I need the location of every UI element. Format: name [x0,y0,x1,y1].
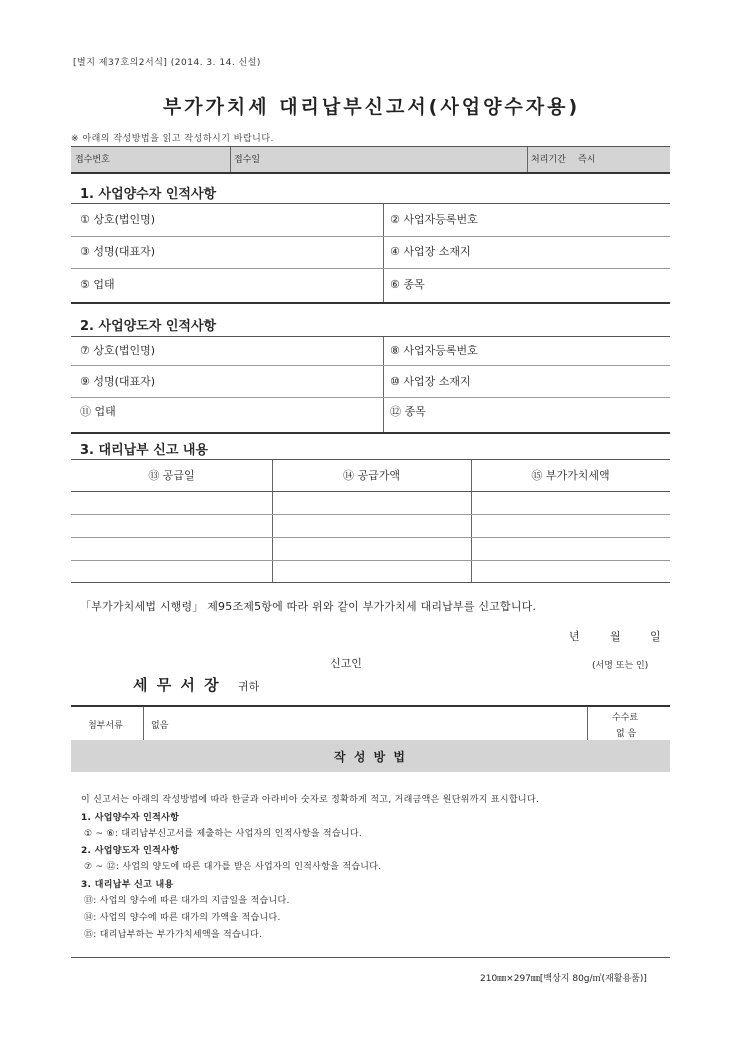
column-supply-date: ⑬ 공급일 [148,469,195,482]
date-year[interactable]: 년 [569,630,580,643]
divider [71,236,670,237]
divider [71,268,670,269]
field-2-business-reg-number[interactable]: ② 사업자등록번호 [390,213,478,226]
method-line-3b: ⑭: 사업의 양수에 따른 대가의 가액을 적습니다. [84,913,281,923]
signature-label[interactable]: (서명 또는 인) [592,661,649,671]
paper-spec: 210㎜×297㎜[백상지 80g/㎡(재활용품)] [480,974,647,984]
divider [71,432,670,434]
field-9-representative-name[interactable]: ⑨ 성명(대표자) [80,375,156,388]
table-row[interactable] [71,560,670,561]
notice-text: ※ 아래의 작성방법을 읽고 작성하시기 바랍니다. [71,134,274,144]
field-11-business-type[interactable]: ⑪ 업태 [80,405,116,418]
attachments-label: 첨부서류 [88,721,123,731]
addressee-suffix: 귀하 [238,680,260,693]
divider [143,707,144,740]
divider [71,705,670,707]
method-intro: 이 신고서는 아래의 작성방법에 따라 한글과 아라비아 숫자로 정확하게 적고, 거래금액은 원단위까지 표시합니다. [81,795,539,805]
method-line-2: ⑦ ~ ⑫: 사업의 양도에 따른 대가를 받은 사업자의 인적사항을 적습니다. [84,862,382,872]
divider [383,337,384,432]
field-7-trade-name[interactable]: ⑦ 상호(법인명) [80,344,156,357]
fee-label: 수수료 [612,713,639,723]
divider [71,957,670,958]
processing-period-label: 처리기간 [531,155,566,165]
declaration-text: 「부가가치세법 시행령」 제95조제5항에 따라 위와 같이 부가가치세 대리납부를 신고합니다. [80,600,537,613]
method-heading-1: 1. 사업양수자 인적사항 [81,813,180,823]
divider [71,172,670,174]
divider [71,336,670,337]
section2-heading: 2. 사업양도자 인적사항 [80,319,217,334]
method-heading-2: 2. 사업양도자 인적사항 [81,846,180,856]
addressee: 세 무 서 장 [133,676,221,694]
divider [71,365,670,366]
divider [71,302,670,304]
form-number: [별지 제37호의2서식] (2014. 3. 14. 신설) [73,58,261,68]
divider [71,582,670,583]
divider [71,459,670,460]
field-10-business-address[interactable]: ⑩ 사업장 소재지 [390,375,471,388]
receipt-number-label: 접수번호 [75,155,110,165]
table-row[interactable] [71,537,670,538]
date-day[interactable]: 일 [650,630,661,643]
section3-heading: 3. 대리납부 신고 내용 [80,443,209,458]
method-heading-3: 3. 대리납부 신고 내용 [81,880,174,890]
divider [527,147,528,172]
method-line-1: ① ~ ⑥: 대리납부신고서를 제출하는 사업자의 인적사항을 적습니다. [84,829,363,839]
divider [71,397,670,398]
method-line-3c: ⑮: 대리납부하는 부가가치세액을 적습니다. [84,930,263,940]
field-4-business-address[interactable]: ④ 사업장 소재지 [390,245,471,258]
method-line-3a: ⑬: 사업의 양수에 따른 대가의 지급일을 적습니다. [84,896,290,906]
field-3-representative-name[interactable]: ③ 성명(대표자) [80,245,156,258]
divider [71,491,670,492]
field-6-business-item[interactable]: ⑥ 종목 [390,278,425,291]
date-month[interactable]: 월 [610,630,621,643]
attachments-value: 없음 [151,721,169,731]
column-supply-value: ⑭ 공급가액 [342,469,400,482]
receipt-date-label: 접수일 [234,155,261,165]
table-row[interactable] [71,514,670,515]
divider [383,204,384,302]
divider [587,707,588,740]
divider [230,147,231,172]
section1-heading: 1. 사업양수자 인적사항 [80,187,217,202]
field-1-trade-name[interactable]: ① 상호(법인명) [80,213,156,226]
processing-period-value: 즉시 [578,155,596,165]
field-8-business-reg-number[interactable]: ⑧ 사업자등록번호 [390,344,478,357]
column-vat-amount: ⑮ 부가가치세액 [531,469,610,482]
divider [71,203,670,204]
reporter-label: 신고인 [330,657,362,670]
divider [71,146,670,147]
field-5-business-type[interactable]: ⑤ 업태 [80,278,115,291]
page-title: 부가가치세 대리납부신고서(사업양수자용) [162,96,581,118]
fee-value: 없 음 [616,729,637,739]
field-12-business-item[interactable]: ⑫ 종목 [390,405,426,418]
method-heading: 작 성 방 법 [334,750,407,764]
